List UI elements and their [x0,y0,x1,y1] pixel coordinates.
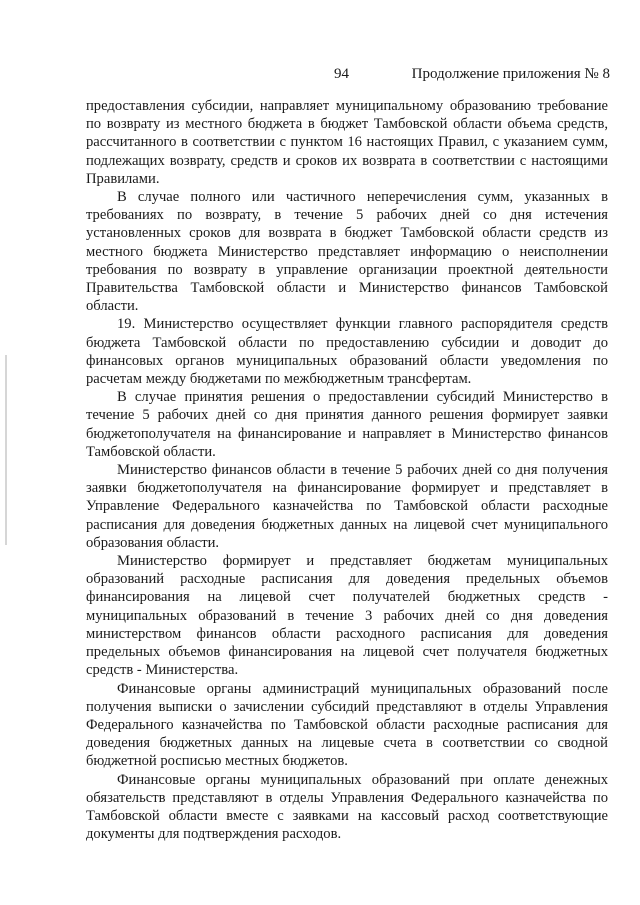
document-body [86,97,608,843]
page-header [86,66,610,86]
paragraph: Финансовые органы администраций муниципальных образований после получения выписки о зачислении субсидий представляют в отделы Управления Федерального казначейства по Тамбовской области расходные расписания для доведения бюджетных данных на лицевые счета в соответствии со сводной бюджетной росписью местных бюджетов. [86,680,608,770]
paragraph-continuation: предоставления субсидии, направляет муниципальному образованию требование по возврату из местного бюджета в бюджет Тамбовской области объема средств, рассчитанного в соответствии с пунктом 16 настоящих Правил, с указанием сумм, подлежащих возврату, средств и сроков их возврата в соответствии с настоящими Правилами. [86,98,608,187]
scan-margin-mark [5,355,7,545]
paragraph: Министерство формирует и представляет бюджетам муниципальных образований расходные расписания для доведения предельных объемов финансирования на лицевой счет получателей бюджетных средств - муниципальных образований в течение 3 рабочих дней со дня доведения министерством финансов области расходного расписания для доведения предельных объемов финансирования на лицевой счет получателя бюджетных средств - Министерства. [86,553,608,679]
paragraph: Министерство финансов области в течение 5 рабочих дней со дня получения заявки бюджетополучателя на финансирование формирует и представляет в Управление Федерального казначейства по Тамбовской области расходные расписания для доведения бюджетных данных на лицевой счет муниципального образования области. [86,462,608,551]
paragraph: В случае принятия решения о предоставлении субсидий Министерство в течение 5 рабочих дней со дня принятия данного решения формирует заявки бюджетополучателя на финансирование и направляет в Министерство финансов Тамбовской области. [86,389,608,460]
page-number: 94 [334,66,349,82]
appendix-label: Продолжение приложения № 8 [411,66,610,82]
paragraph: В случае полного или частичного неперечисления сумм, указанных в требованиях по возврату, в течение 5 рабочих дней со дня истечения установленных сроков для возврата в бюджет Тамбовской области средств из местного бюджета Министерство представляет информацию о неисполнении требования по возврату в управление организации проектной деятельности Правительства Тамбовской области и Министерство финансов Тамбовской области. [86,189,608,315]
paragraph-item-19: 19. Министерство осуществляет функции главного распорядителя средств бюджета Тамбовской области по предоставлению субсидии и доводит до финансовых органов муниципальных образований области уведомления по расчетам между бюджетами по межбюджетным трансфертам. [86,316,608,388]
paragraph: Финансовые органы муниципальных образований при оплате денежных обязательств представляют в отделы Управления Федерального казначейства по Тамбовской области вместе с заявками на кассовый расход соответствующие документы для подтверждения расходов. [86,771,608,843]
